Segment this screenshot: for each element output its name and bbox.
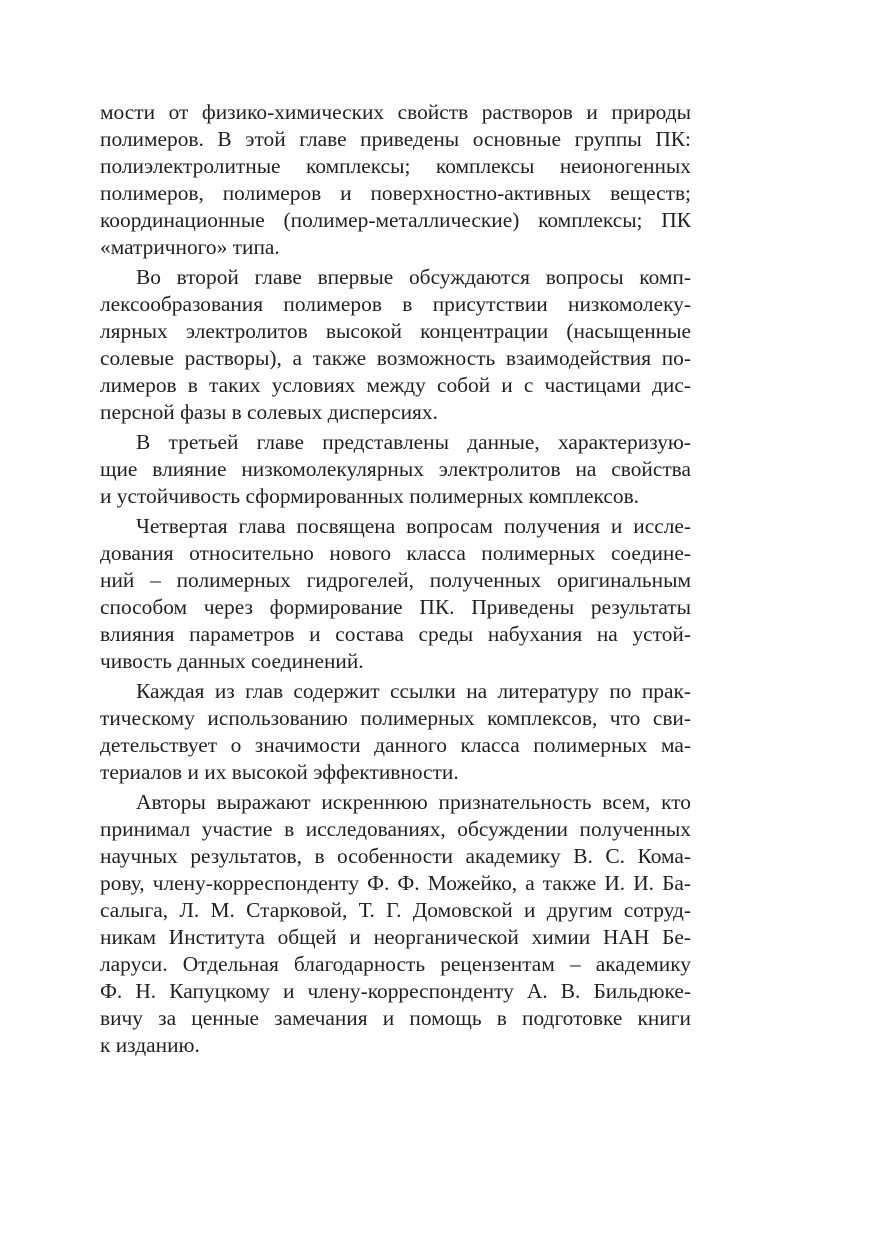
text-line: Ф. Н. Капуцкому и члену-корреспонденту А. В. Бильдюке- — [100, 979, 691, 1003]
paragraph-third-chapter — [100, 429, 691, 510]
text-line: лярных электролитов высокой концентрации (насыщенные — [100, 319, 691, 343]
text-line: вичу за ценные замечания и помощь в подготовке книги — [100, 1006, 691, 1030]
text-line: салыга, Л. М. Старковой, Т. Г. Домовской и другим сотруд- — [100, 898, 691, 922]
text-line: лексообразования полимеров в присутствии низкомолеку- — [100, 292, 691, 316]
text-line: Во второй главе впервые обсуждаются вопросы комп- — [136, 265, 691, 289]
paragraph-continuation — [100, 99, 691, 261]
text-line: лимеров в таких условиях между собой и с частицами дис- — [100, 373, 691, 397]
text-line: В третьей главе представлены данные, характеризую- — [136, 430, 691, 454]
text-line: солевые растворы), а также возможность взаимодействия по- — [100, 346, 691, 370]
text-line: персной фазы в солевых дисперсиях. — [100, 400, 438, 424]
text-line: принимал участие в исследованиях, обсуждении полученных — [100, 817, 691, 841]
text-line: полиэлектролитные комплексы; комплексы неионогенных — [100, 154, 691, 178]
text-line: Авторы выражают искреннюю признательность всем, кто — [136, 790, 691, 814]
text-line: полимеров, полимеров и поверхностно-активных веществ; — [100, 181, 691, 205]
text-line: никам Института общей и неорганической химии НАН Бе- — [100, 925, 691, 949]
text-line: научных результатов, в особенности академику В. С. Кома- — [100, 844, 691, 868]
text-line: ний – полимерных гидрогелей, полученных оригинальным — [100, 568, 691, 592]
paragraph-fourth-chapter — [100, 513, 691, 675]
text-line: полимеров. В этой главе приведены основные группы ПК: — [100, 127, 691, 151]
text-line: мости от физико-химических свойств растворов и природы — [100, 100, 691, 124]
text-line: тическому использованию полимерных комплексов, что сви- — [100, 706, 691, 730]
text-line: Каждая из глав содержит ссылки на литературу по прак- — [136, 679, 691, 703]
page-body — [100, 99, 691, 1062]
text-line: щие влияние низкомолекулярных электролитов на свойства — [100, 457, 691, 481]
text-line: детельствует о значимости данного класса полимерных ма- — [100, 733, 691, 757]
text-line: и устойчивость сформированных полимерных комплексов. — [100, 484, 640, 508]
text-line: чивость данных соединений. — [100, 649, 364, 673]
paragraph-second-chapter — [100, 264, 691, 426]
text-line: координационные (полимер-металлические) комплексы; ПК — [100, 208, 691, 232]
text-line: рову, члену-корреспонденту Ф. Ф. Можейко, а также И. И. Ба- — [100, 871, 691, 895]
text-line: дования относительно нового класса полимерных соедине- — [100, 541, 691, 565]
text-line: териалов и их высокой эффективности. — [100, 760, 459, 784]
text-line: «матричного» типа. — [100, 235, 280, 259]
text-line: влияния параметров и состава среды набухания на устой- — [100, 622, 691, 646]
paragraph-acknowledgements — [100, 789, 691, 1059]
text-line: Четвертая глава посвящена вопросам получения и иссле- — [136, 514, 691, 538]
text-line: ларуси. Отдельная благодарность рецензентам – академику — [100, 952, 691, 976]
text-line: к изданию. — [100, 1033, 200, 1057]
text-line: способом через формирование ПК. Приведены результаты — [100, 595, 691, 619]
paragraph-literature — [100, 678, 691, 786]
